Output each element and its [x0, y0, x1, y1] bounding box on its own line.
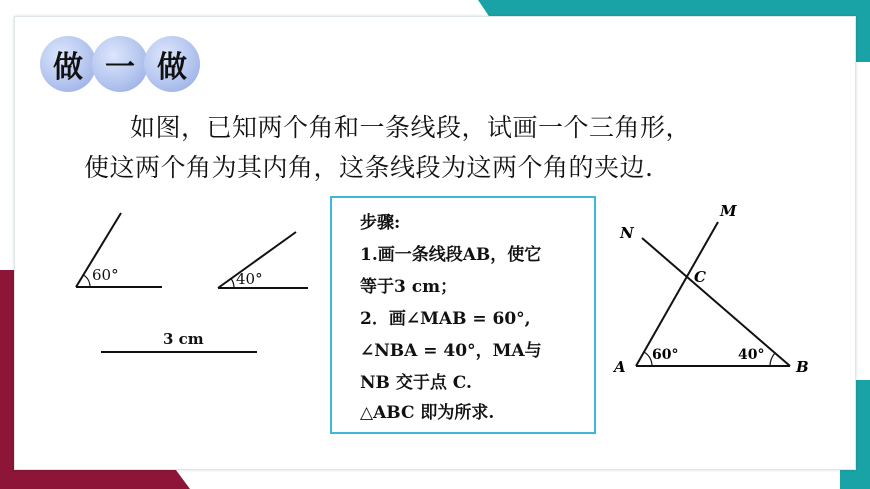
- title-char-2: 一: [105, 50, 135, 85]
- angle-B-arc: [770, 353, 775, 366]
- angle2-label: 40°: [236, 270, 263, 288]
- steps-heading: 步骤:: [360, 213, 401, 233]
- label-A: A: [614, 358, 626, 376]
- step-3: △ABC 即为所求.: [360, 403, 495, 423]
- label-M: M: [720, 202, 737, 220]
- problem-line-1: 如图，已知两个角和一条线段，试画一个三角形，: [130, 113, 692, 142]
- segment-label: 3 cm: [163, 330, 204, 348]
- angle-A-arc: [644, 352, 652, 366]
- title-char-1: 做: [53, 50, 83, 85]
- step-1-line-2: 等于3 cm；: [360, 277, 458, 297]
- step-1-line-1: 1.画一条线段AB，使它: [360, 245, 542, 265]
- problem-line-2: 使这两个角为其内角，这条线段为这两个角的夹边.: [84, 153, 654, 182]
- label-B: B: [796, 358, 809, 376]
- angle1-label: 60°: [92, 266, 119, 284]
- label-C: C: [694, 268, 706, 286]
- step-2-line-1: 2．画∠MAB = 60°,: [360, 309, 531, 329]
- label-angle-B: 40°: [738, 347, 765, 363]
- step-2-line-2: ∠NBA = 40°，MA与: [360, 341, 542, 361]
- label-N: N: [620, 224, 634, 242]
- title-char-3: 做: [157, 50, 187, 85]
- label-angle-A: 60°: [652, 347, 679, 363]
- step-2-line-3: NB 交于点 C.: [360, 373, 472, 393]
